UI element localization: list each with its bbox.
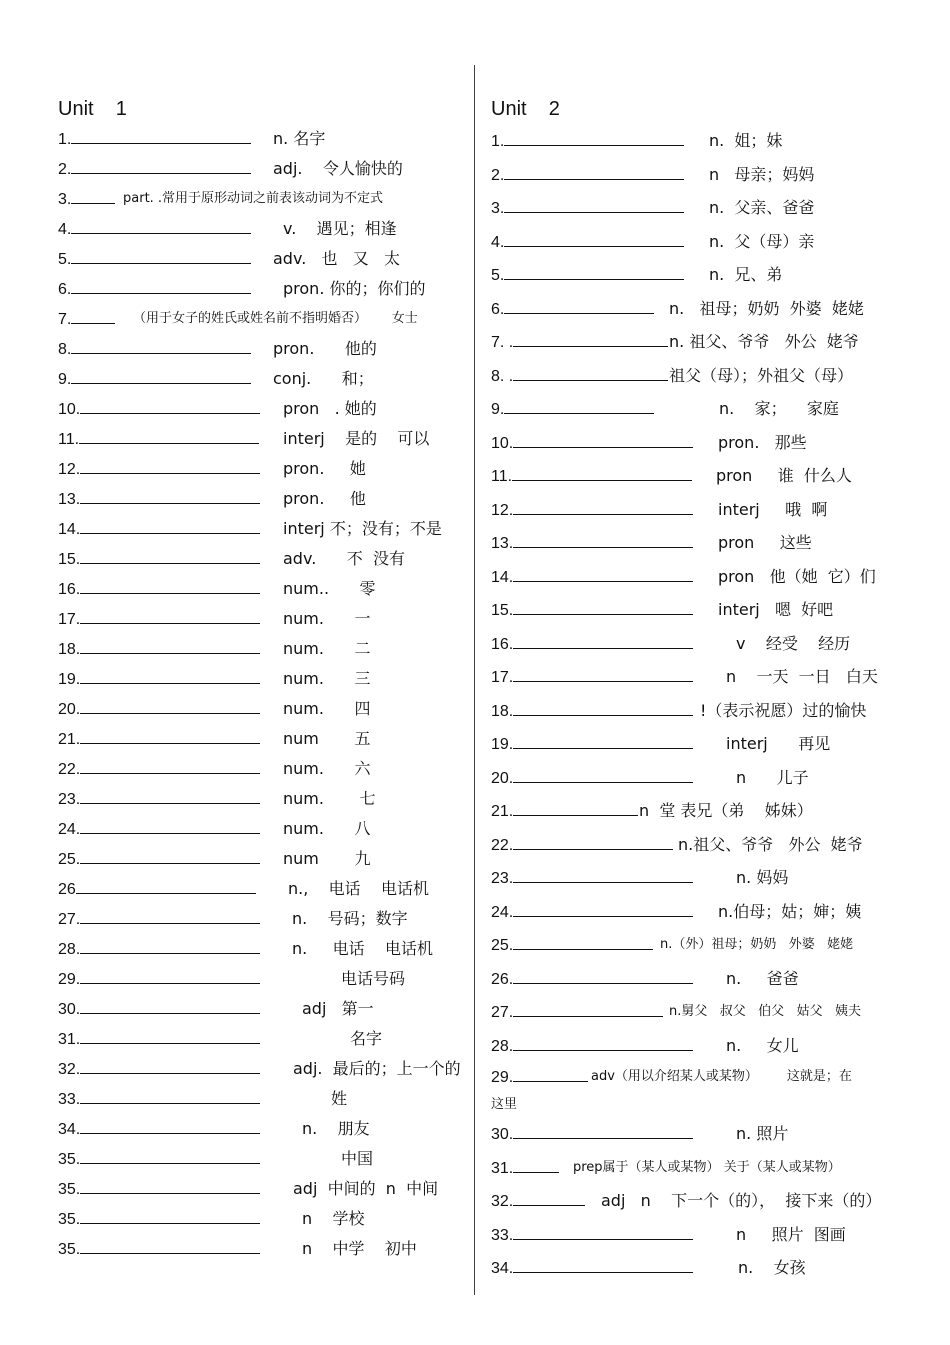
unit1-item <box>58 484 458 514</box>
unit1-item-definition: num. 三 <box>283 669 371 688</box>
unit2-item-number: 4. <box>491 233 505 251</box>
unit2-item <box>491 727 901 761</box>
unit1-column <box>58 94 461 1264</box>
unit1-item-number: 4. <box>58 221 72 238</box>
unit1-item <box>58 544 458 574</box>
unit1-answer-blank[interactable] <box>80 1029 260 1044</box>
unit1-item <box>58 1114 458 1144</box>
unit1-item-definition: adj 第一 <box>302 999 374 1018</box>
unit1-answer-blank[interactable] <box>80 459 260 474</box>
unit1-item <box>58 154 458 184</box>
unit2-item-definition: interj 哦 啊 <box>718 499 828 519</box>
unit2-item-definition: adv（用以介绍某人或某物） 这就是；在 <box>591 1069 852 1084</box>
unit2-item <box>491 526 901 560</box>
unit1-answer-blank[interactable] <box>80 819 260 834</box>
unit2-answer-blank[interactable] <box>504 299 654 314</box>
unit2-item-number: 6. <box>491 300 505 318</box>
unit1-item-definition: 姓 <box>331 1089 348 1108</box>
unit1-item-definition: （用于女子的姓氏或姓名前不指明婚否） 女士 <box>133 311 418 326</box>
unit1-item-number: 18. <box>58 641 81 658</box>
unit1-answer-blank[interactable] <box>80 639 260 654</box>
unit1-item <box>58 1084 458 1114</box>
unit2-item-definition: v 经受 经历 <box>736 633 851 653</box>
unit1-item-definition: 中国 <box>341 1149 374 1168</box>
unit2-answer-blank[interactable] <box>513 701 693 716</box>
unit1-item-definition: interj 是的 可以 <box>283 429 430 448</box>
unit1-item <box>58 844 458 874</box>
unit1-item <box>58 424 458 454</box>
unit2-title: Unit 2 <box>491 98 560 120</box>
unit1-item-number: 22. <box>58 761 81 778</box>
unit1-item-definition: n 中学 初中 <box>302 1239 417 1258</box>
unit1-answer-blank[interactable] <box>80 1239 260 1254</box>
unit2-item-definition: n. 姐；妹 <box>709 131 783 150</box>
unit1-item <box>58 334 458 364</box>
unit1-answer-blank[interactable] <box>80 399 260 414</box>
unit1-item-number: 8. <box>58 341 72 358</box>
unit1-item-definition: interj 不；没有；不是 <box>283 519 442 538</box>
unit2-answer-blank[interactable] <box>513 1002 663 1017</box>
unit1-list <box>58 124 461 1264</box>
unit2-column <box>491 94 901 1285</box>
unit2-answer-blank[interactable] <box>512 466 692 481</box>
unit1-item-number: 19. <box>58 671 81 688</box>
unit2-item <box>491 1117 901 1151</box>
unit1-answer-blank[interactable] <box>80 969 260 984</box>
unit1-answer-blank[interactable] <box>71 339 251 354</box>
unit1-item <box>58 724 458 754</box>
unit1-item-definition: adv. 不 没有 <box>283 549 405 568</box>
unit1-item-number: 25. <box>58 851 81 868</box>
unit1-answer-blank[interactable] <box>80 729 260 744</box>
unit1-answer-blank[interactable] <box>80 849 260 864</box>
unit2-item-number: 22. <box>491 836 514 854</box>
unit2-item <box>491 325 901 359</box>
unit2-answer-blank[interactable] <box>513 433 693 448</box>
unit2-item-definition: n. 妈妈 <box>736 868 789 887</box>
unit2-item-number: 25. <box>491 937 514 954</box>
unit1-answer-blank[interactable] <box>80 1089 260 1104</box>
unit2-item <box>491 292 901 326</box>
unit2-answer-blank[interactable] <box>504 399 654 414</box>
unit2-item-number: 14. <box>491 568 514 586</box>
unit1-title: Unit 1 <box>58 98 127 120</box>
unit2-item-number: 32. <box>491 1193 514 1210</box>
unit2-answer-blank[interactable] <box>513 332 668 347</box>
unit2-item <box>491 593 901 627</box>
unit1-item-number: 3. <box>58 191 72 208</box>
unit2-item <box>491 359 901 393</box>
unit2-item <box>491 1184 901 1218</box>
unit1-item <box>58 1174 458 1204</box>
unit1-item <box>58 184 458 214</box>
unit2-item-number: 28. <box>491 1037 514 1055</box>
unit2-item-definition: n.伯母；姑；婶；姨 <box>718 901 862 921</box>
unit1-item-number: 33. <box>58 1091 81 1108</box>
unit2-item-definition: 祖父（母）；外祖父（母） <box>669 365 854 385</box>
unit2-answer-blank[interactable] <box>513 835 673 850</box>
unit2-answer-blank[interactable] <box>513 1191 585 1206</box>
unit1-item-definition: v. 遇见；相逢 <box>283 219 397 238</box>
unit1-answer-blank[interactable] <box>80 1209 260 1224</box>
unit1-item-definition: n 学校 <box>302 1209 365 1228</box>
unit1-answer-blank[interactable] <box>71 309 115 324</box>
unit1-item-number: 15. <box>58 551 81 568</box>
unit1-answer-blank[interactable] <box>71 189 115 204</box>
unit2-item-number: 11. <box>491 468 513 485</box>
unit2-answer-blank[interactable] <box>513 969 693 984</box>
unit2-item <box>491 124 901 158</box>
unit1-answer-blank[interactable] <box>80 909 260 924</box>
unit2-item-definition: prep属于（某人或某物） 关于（某人或某物） <box>573 1159 841 1175</box>
unit1-item-number: 29. <box>58 971 81 988</box>
unit1-item <box>58 754 458 784</box>
unit1-item <box>58 814 458 844</box>
unit2-answer-blank[interactable] <box>504 131 684 146</box>
unit2-answer-blank[interactable] <box>504 198 684 213</box>
unit1-answer-blank[interactable] <box>71 279 251 294</box>
unit1-item-number: 30. <box>58 1001 81 1018</box>
unit2-item-number: 24. <box>491 903 514 921</box>
unit2-item-definition: n.祖父、爷爷 外公 姥爷 <box>678 834 863 854</box>
unit1-answer-blank[interactable] <box>80 699 260 714</box>
unit1-answer-blank[interactable] <box>80 669 260 684</box>
unit2-item-number: 2. <box>491 166 505 184</box>
unit1-item-definition: num. 二 <box>283 639 371 658</box>
unit2-item-number: 12. <box>491 501 514 519</box>
unit2-item <box>491 225 901 259</box>
unit1-item-definition: pron. 他 <box>283 489 366 508</box>
unit1-item-number: 35. <box>58 1241 81 1258</box>
unit1-item <box>58 394 458 424</box>
unit1-item <box>58 874 458 904</box>
unit2-item <box>491 828 901 862</box>
unit2-item <box>491 560 901 594</box>
unit1-item-definition: pron . 她的 <box>283 399 377 418</box>
unit2-item-number: 31. <box>491 1159 514 1177</box>
unit1-item-number: 9. <box>58 371 72 388</box>
unit2-item <box>491 761 901 795</box>
unit2-item-number: 3. <box>491 200 505 217</box>
unit2-item <box>491 861 901 895</box>
unit1-item-definition: num 九 <box>283 849 371 868</box>
unit1-answer-blank[interactable] <box>80 1179 260 1194</box>
unit1-item-number: 7. <box>58 311 72 328</box>
unit2-item-definition: pron. 那些 <box>718 432 807 452</box>
unit2-item-definition: n 一天 一日 白天 <box>726 667 878 686</box>
unit2-item <box>491 962 901 996</box>
unit1-item <box>58 934 458 964</box>
unit2-item-number: 10. <box>491 434 514 452</box>
unit1-answer-blank[interactable] <box>80 549 260 564</box>
unit2-item-number: 8. . <box>491 367 514 385</box>
unit2-answer-blank[interactable] <box>513 1124 693 1139</box>
unit2-answer-blank[interactable] <box>513 902 693 917</box>
unit2-item-number: 23. <box>491 870 514 887</box>
unit1-answer-blank[interactable] <box>80 759 260 774</box>
unit1-answer-blank[interactable] <box>80 999 260 1014</box>
unit1-item-number: 28. <box>58 941 81 958</box>
unit2-item-number: 34. <box>491 1260 514 1277</box>
unit2-answer-blank[interactable] <box>504 232 684 247</box>
unit1-answer-blank[interactable] <box>80 1119 260 1134</box>
unit1-answer-blank[interactable] <box>80 609 260 624</box>
unit1-item-definition: n. 朋友 <box>302 1119 370 1138</box>
unit1-item-definition: n. 电话 电话机 <box>292 939 434 958</box>
unit1-answer-blank[interactable] <box>71 129 251 144</box>
unit2-item-number: 21. <box>491 803 514 820</box>
unit2-answer-blank[interactable] <box>513 768 693 783</box>
unit1-item <box>58 904 458 934</box>
unit2-item <box>491 660 901 694</box>
unit2-item-definition: n 照片 图画 <box>736 1224 846 1244</box>
unit1-item <box>58 214 458 244</box>
unit1-item-definition: 名字 <box>350 1029 383 1048</box>
unit1-item <box>58 124 458 154</box>
unit2-item-definition: n. 祖父、爷爷 外公 姥爷 <box>669 332 859 351</box>
unit2-answer-blank[interactable] <box>513 935 653 950</box>
unit2-answer-blank[interactable] <box>513 1258 693 1273</box>
unit1-item-number: 26 <box>58 881 76 898</box>
unit1-item <box>58 244 458 274</box>
unit2-item <box>491 493 901 527</box>
unit2-item <box>491 191 901 225</box>
unit2-item-number: 16. <box>491 635 514 653</box>
unit2-item-number: 5. <box>491 267 505 284</box>
unit1-item-definition: n. 号码；数字 <box>292 909 408 928</box>
unit2-item-definition: pron 这些 <box>718 533 812 552</box>
unit1-item-number: 31. <box>58 1031 81 1048</box>
unit2-item-definition: pron 谁 什么人 <box>716 466 852 485</box>
unit2-answer-blank[interactable] <box>513 533 693 548</box>
unit2-answer-blank[interactable] <box>504 265 684 280</box>
unit2-item <box>491 258 901 292</box>
unit1-item-number: 20. <box>58 701 81 718</box>
unit2-item-number: 13. <box>491 535 514 552</box>
unit1-item-number: 35. <box>58 1151 81 1168</box>
unit2-item-definition: n. 兄、弟 <box>709 265 783 284</box>
unit1-item <box>58 514 458 544</box>
unit2-item-definition-continued: 这里 <box>491 1097 518 1112</box>
unit1-item-definition: num.. 零 <box>283 579 376 598</box>
unit1-item-definition: num. 七 <box>283 789 376 808</box>
unit2-item-definition: n. 女儿 <box>726 1035 799 1055</box>
unit2-item-definition: n. 父亲、爸爸 <box>709 198 815 217</box>
unit1-item <box>58 964 458 994</box>
unit2-answer-blank[interactable] <box>513 567 693 582</box>
unit1-item <box>58 694 458 724</box>
unit2-item <box>491 995 901 1029</box>
unit1-answer-blank[interactable] <box>80 939 260 954</box>
unit1-answer-blank[interactable] <box>80 789 260 804</box>
unit1-item-definition: adv. 也 又 太 <box>273 249 401 268</box>
unit2-item <box>491 1029 901 1063</box>
unit1-item-definition: n. 名字 <box>273 129 326 148</box>
unit1-item-number: 2. <box>58 161 72 178</box>
unit1-item-number: 16. <box>58 581 81 598</box>
unit1-item-number: 13. <box>58 491 81 508</box>
unit2-item-number: 19. <box>491 736 514 753</box>
unit1-item-number: 14. <box>58 521 81 538</box>
unit1-item <box>58 664 458 694</box>
unit2-item-number: 9. <box>491 401 505 418</box>
unit1-answer-blank[interactable] <box>80 489 260 504</box>
unit1-answer-blank[interactable] <box>71 159 251 174</box>
unit2-item <box>491 627 901 661</box>
unit1-answer-blank[interactable] <box>71 369 251 384</box>
unit2-item-definition: n. 女孩 <box>738 1258 806 1277</box>
unit1-item-number: 5. <box>58 251 72 268</box>
unit2-item-definition: adj n 下一个（的）， 接下来（的） <box>601 1191 882 1210</box>
unit1-answer-blank[interactable] <box>80 519 260 534</box>
unit2-item <box>491 1218 901 1252</box>
unit2-answer-blank[interactable] <box>513 634 693 649</box>
unit1-item <box>58 994 458 1024</box>
unit2-item-definition: n. 家； 家庭 <box>719 399 839 418</box>
unit1-item-definition: part. .常用于原形动词之前表该动词为不定式 <box>123 191 384 206</box>
unit2-item <box>491 694 901 728</box>
unit1-item-number: 12. <box>58 461 81 478</box>
unit1-item-definition: adj. 令人愉快的 <box>273 159 403 178</box>
unit2-item-definition: n.（外）祖母；奶奶 外婆 姥姥 <box>660 937 854 952</box>
unit2-item <box>491 1251 901 1285</box>
unit1-item-number: 35. <box>58 1181 81 1198</box>
unit1-item <box>58 1024 458 1054</box>
unit1-item-definition: adj. 最后的；上一个的 <box>293 1059 461 1078</box>
unit1-item-number: 23. <box>58 791 81 808</box>
unit2-item <box>491 1062 901 1117</box>
unit1-item-number: 10. <box>58 401 81 418</box>
unit2-answer-blank[interactable] <box>513 600 693 615</box>
unit2-answer-blank[interactable] <box>513 1036 693 1051</box>
unit2-item-number: 27. <box>491 1004 514 1021</box>
unit1-item-definition: pron. 你的；你们的 <box>283 279 426 298</box>
unit1-item-definition: num 五 <box>283 729 371 748</box>
unit2-item-number: 18. <box>491 702 514 720</box>
unit2-answer-blank[interactable] <box>513 1225 693 1240</box>
column-divider <box>474 65 475 1295</box>
unit2-item <box>491 794 901 828</box>
unit1-answer-blank[interactable] <box>71 219 251 234</box>
unit1-item-definition: num. 四 <box>283 699 371 718</box>
unit1-item-number: 32. <box>58 1061 81 1078</box>
unit2-answer-blank[interactable] <box>513 366 668 381</box>
unit1-item <box>58 274 458 304</box>
unit2-item <box>491 928 901 962</box>
unit1-item <box>58 364 458 394</box>
unit1-item-number: 21. <box>58 731 81 748</box>
unit2-item-number: 1. <box>491 133 505 150</box>
unit2-item-definition: n 儿子 <box>736 767 809 787</box>
unit1-item <box>58 1144 458 1174</box>
unit1-item-definition: pron. 他的 <box>273 339 377 358</box>
unit2-item <box>491 459 901 493</box>
unit2-item <box>491 158 901 192</box>
unit1-item-definition: num. 一 <box>283 609 371 628</box>
unit1-item <box>58 454 458 484</box>
unit1-item-definition: adj 中间的 n 中间 <box>293 1179 439 1198</box>
unit1-item <box>58 784 458 814</box>
unit1-item <box>58 304 458 334</box>
unit1-item <box>58 604 458 634</box>
unit1-item <box>58 1054 461 1084</box>
unit1-item-definition: pron. 她 <box>283 459 366 478</box>
unit1-item-number: 35. <box>58 1211 81 1228</box>
unit2-item-definition: interj 再见 <box>726 734 831 753</box>
unit2-item-definition: n. 爸爸 <box>726 968 799 988</box>
unit1-answer-blank[interactable] <box>80 1149 260 1164</box>
unit1-item-definition: num. 六 <box>283 759 371 778</box>
unit2-answer-blank[interactable] <box>513 667 693 682</box>
unit2-answer-blank[interactable] <box>513 1158 559 1173</box>
unit1-item <box>58 1204 458 1234</box>
unit1-item <box>58 634 458 664</box>
unit2-item-definition: !（表示祝愿）过的愉快 <box>700 700 867 720</box>
unit1-item-number: 24. <box>58 821 81 838</box>
unit1-item-definition: n., 电话 电话机 <box>288 879 430 898</box>
unit2-answer-blank[interactable] <box>513 868 693 883</box>
unit2-answer-blank[interactable] <box>513 500 693 515</box>
unit2-item-number: 29. <box>491 1069 514 1086</box>
unit1-item-number: 34. <box>58 1121 81 1138</box>
unit2-answer-blank[interactable] <box>504 165 684 180</box>
unit2-item-definition: n 母亲；妈妈 <box>709 164 815 184</box>
unit1-item-number: 6. <box>58 281 72 298</box>
unit2-item <box>491 895 901 929</box>
unit2-item-definition: pron 他（她 它）们 <box>718 566 876 586</box>
unit2-answer-blank[interactable] <box>513 734 693 749</box>
unit1-item <box>58 1234 458 1264</box>
unit2-item-number: 7. . <box>491 334 514 351</box>
unit1-item-number: 27. <box>58 911 81 928</box>
unit2-item-definition: n. 照片 <box>736 1124 789 1143</box>
unit1-answer-blank[interactable] <box>80 579 260 594</box>
unit1-item-definition: 电话号码 <box>341 969 406 988</box>
unit2-item-definition: interj 嗯 好吧 <box>718 600 834 619</box>
unit1-item-number: 1. <box>58 131 72 148</box>
unit1-item-number: 17. <box>58 611 81 628</box>
unit2-item-number: 26. <box>491 970 514 988</box>
unit2-item-number: 15. <box>491 602 514 619</box>
unit2-item <box>491 1151 901 1185</box>
unit1-item-definition: num. 八 <box>283 819 371 838</box>
unit1-answer-blank[interactable] <box>71 249 251 264</box>
unit1-answer-blank[interactable] <box>79 429 259 444</box>
unit2-list <box>491 124 901 1285</box>
unit2-item-definition: n. 父（母）亲 <box>709 231 815 251</box>
unit2-item-number: 20. <box>491 769 514 787</box>
unit2-answer-blank[interactable] <box>513 801 638 816</box>
unit2-item <box>491 392 901 426</box>
unit2-item-number: 17. <box>491 669 514 686</box>
unit1-item <box>58 574 458 604</box>
unit2-item-definition: n.舅父 叔父 伯父 姑父 姨夫 <box>669 1004 861 1019</box>
unit2-item <box>491 426 901 460</box>
unit2-item-number: 30. <box>491 1126 514 1143</box>
unit1-item-definition: conj. 和； <box>273 369 374 388</box>
unit2-item-number: 33. <box>491 1226 514 1244</box>
unit2-item-definition: n. 祖母；奶奶 外婆 姥姥 <box>669 298 864 318</box>
unit2-item-definition: n 堂 表兄（弟 姊妹） <box>639 801 813 820</box>
unit2-answer-blank[interactable] <box>513 1067 588 1082</box>
unit1-item-number: 11. <box>58 431 80 448</box>
unit1-answer-blank[interactable] <box>76 879 256 894</box>
unit1-answer-blank[interactable] <box>80 1059 260 1074</box>
